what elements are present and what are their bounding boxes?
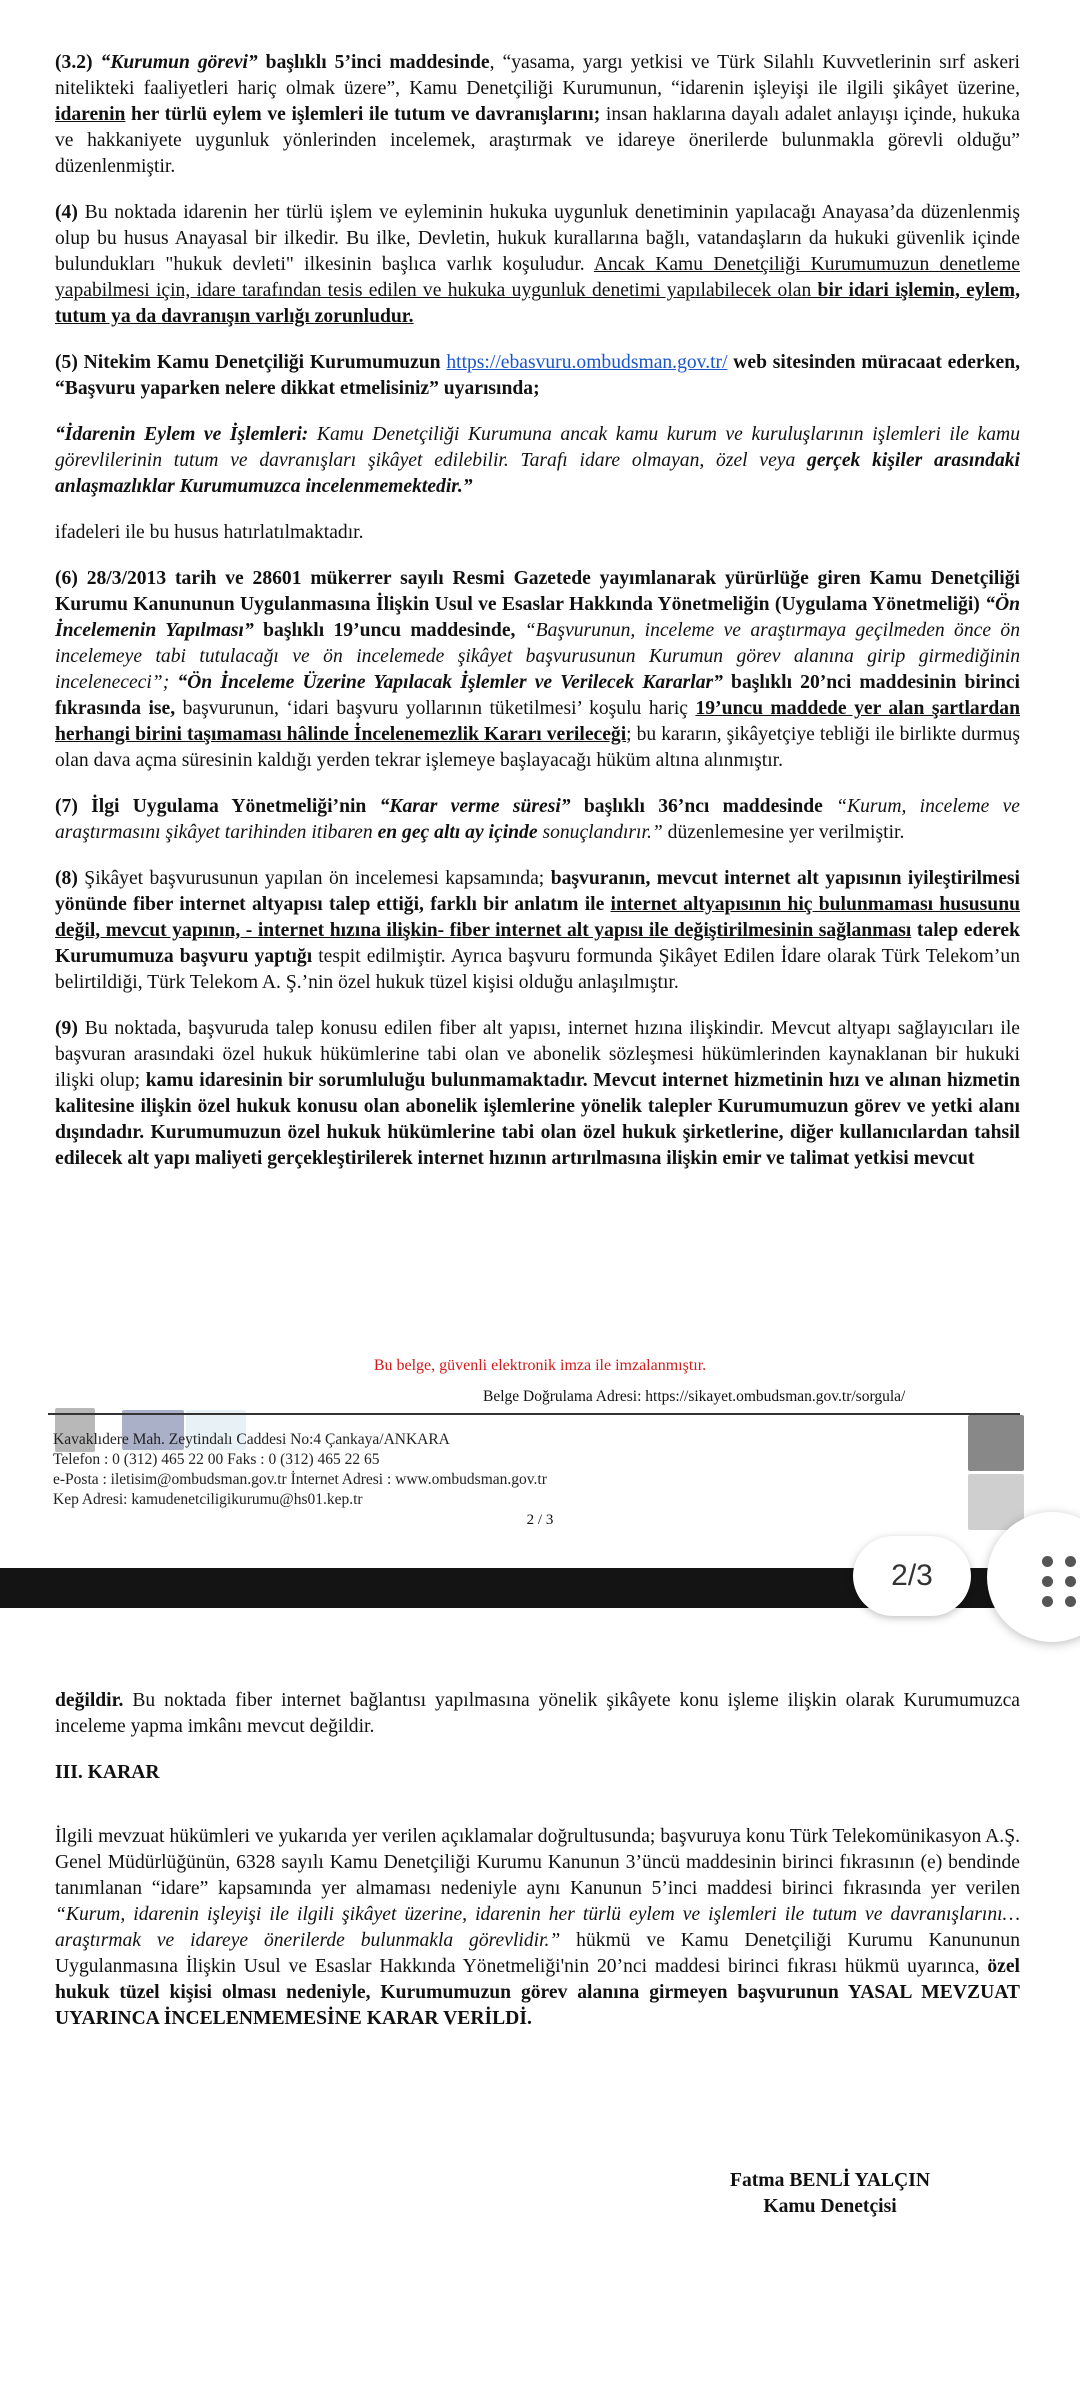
paragraph-6: (6) 28/3/2013 tarih ve 28601 mükerrer sayılı Resmi Gazetede yayımlanarak yürürlüğe giren Kamu Denetçiliği Kurumu Kanununun Uygulanmasına İlişkin Usul ve Esaslar Hakkında Yönetmeliğin (Uygulama Yönetmeliği) “Ön İncelemenin Yapılması” başlıklı 19’uncu maddesinde, “Başvurunun, inceleme ve araştırmaya geçilmeden önce ön incelemeye tabi tutulacağı ve ön incelemede şikâyet başvurusunun Kurumun görev alanına girip girmediğinin incelenececi”; “Ön İnceleme Üzerine Yapılacak İşlemler ve Verilecek Kararlar” başlıklı 20’nci maddesinin birinci fıkrasında ise, başvurunun, ‘idari başvuru yollarının tüketilmesi’ koşulu hariç 19’uncu maddede yer alan şartlardan herhangi birini taşımaması hâlinde İncelenemezlik Kararı verileceği; bu kararın, şikâyetçiye tebliği ile birlikte durmuş olan dava açma süresinin kaldığı yerden tekrar işlemeye başlayacağı hüküm altına alınmıştır. [55,568,1020,771]
document-page-number: 2 / 3 [526,1512,554,1528]
paragraph-9: (9) Bu noktada, başvuruda talep konusu edilen fiber alt yapısı, internet hızına ilişkindir. Mevcut altyapı sağlayıcıları ile başvuran arasındaki özel hukuk hükümlerine tabi olan ve abonelik sözleşmesi hükümlerinden kaynaklanan bir hukuki ilişki olup; kamu idaresinin bir sorumluluğu bulunmamaktadır. Mevcut internet hizmetinin hızı ve alınan hizmetin kalitesine ilişkin özel hukuk konusu olan abonelik işlemlerine yönelik talepler Kurumumuzun görev ve yetki alanı dışındadır. Kurumumuzun özel hukuk hükümlerine tabi olan özel hukuk şirketlerine, diğer kullanıcılardan tahsil edilecek alt yapı maliyeti gerçekleştirilerek internet hızının artırılmasına ilişkin emir ve talimat yetkisi mevcut [55,1018,1020,1169]
signature-block [710,2168,950,2220]
footer-email: e-Posta : iletisim@ombudsman.gov.tr İnternet Adresi : www.ombudsman.gov.tr [53,1471,547,1488]
footer-address: Kavaklıdere Mah. Zeytindalı Caddesi No:4 Çankaya/ANKARA [53,1431,450,1448]
quote-block: “İdarenin Eylem ve İşlemleri: Kamu Denetçiliği Kurumuna ancak kamu kurum ve kuruluşlarının işlemleri ile kamu görevlilerinin tutum ve davranışları şikâyet edilebilir. Tarafı idare olmayan, özel veya gerçek kişiler arasındaki anlaşmazlıklar Kurumumuzca incelenmemektedir.” [55,424,1020,497]
paragraph-8: (8) Şikâyet başvurusunun yapılan ön incelemesi kapsamında; başvuranın, mevcut internet alt yapısının iyileştirilmesi yönünde fiber internet altyapısı talep ettiği, farklı bir anlatım ile internet altyapısının hiç bulunmaması hususunu değil, mevcut yapının, - internet hızına ilişkin- fiber internet alt yapısı ile değiştirilmesinin sağlanması talep ederek Kurumumuza başvuru yaptığı tespit edilmiştir. Ayrıca başvuru formunda Şikâyet Edilen İdare olarak Türk Telekom’un belirtildiği, Türk Telekom A. Ş.’nin özel hukuk tüzel kişisi olduğu anlaşılmıştır. [55,868,1021,993]
footer-contact [53,1430,547,1510]
page-indicator[interactable]: 2/3 [853,1536,971,1616]
paragraph-4: (4) Bu noktada idarenin her türlü işlem ve eyleminin hukuka uygunluk denetiminin yapılacağı Anayasa’da düzenlenmiş olup bu husus Anayasal bir ilkedir. Bu ilke, Devletin, hukuk kurallarına bağlı, vatandaşların da hukuki güvenlik içinde bulundukları "hukuk devleti" ilkesinin başlıca varlık koşuludur. Ancak Kamu Denetçiliği Kurumumuzun denetleme yapabilmesi için, idare tarafından tesis edilen ve hukuka uygunluk denetimi yapılabilecek olan bir idari işlemin, eylem, tutum ya da davranışın varlığı zorunludur. [55,202,1021,327]
dot [1042,1576,1053,1587]
paragraph-5: (5) Nitekim Kamu Denetçiliği Kurumumuzun https://ebasvuru.ombudsman.gov.tr/ web sitesinden müracaat ederken, “Başvuru yaparken nelere dikkat etmelisiniz” uyarısında; [55,352,1020,399]
barcode-blur-1 [968,1415,1024,1471]
grid-dots-icon[interactable] [1042,1556,1079,1607]
ebasvuru-link[interactable]: https://ebasvuru.ombudsman.gov.tr/ [446,352,728,373]
verification-address: Belge Doğrulama Adresi: https://sikayet.ombudsman.gov.tr/sorgula/ [483,1388,906,1405]
karar-paragraph: İlgili mevzuat hükümleri ve yukarıda yer verilen açıklamalar doğrultusunda; başvuruya konu Türk Telekomünikasyon A.Ş. Genel Müdürlüğünün, 6328 sayılı Kamu Denetçiliği Kurumu Kanunun 3’üncü maddesinin birinci fıkrasının (e) bendinde tanımlanan “idare” kapsamında yer almaması nedeniyle aynı Kanunun 5’inci maddesi birinci fıkrasında yer verilen “Kurum, idarenin işleyişi ile ilgili şikâyet üzerine, idarenin her türlü eylem ve işlemleri ile tutum ve davranışlarını… araştırmak ve idareye önerilerde bulunmakla görevlidir.” hükmü ve Kamu Denetçiliği Kurumu Kanununun Uygulanmasına İlişkin Usul ve Esaslar Hakkında Yönetmeliği'nin 20’nci maddesi birinci fıkrası hükmü uyarınca, özel hukuk tüzel kişisi olması nedeniyle, Kurumumuzun görev alanına girmeyen başvurunun YASAL MEVZUAT UYARINCA İNCELENMEMESİNE KARAR VERİLDİ. [55,1826,1020,2029]
dot [1065,1596,1076,1607]
signer-name: Fatma BENLİ YALÇIN [730,2170,930,2191]
e-signature-notice: Bu belge, güvenli elektronik imza ile imzalanmıştır. [373,1357,707,1374]
reminder-text: ifadeleri ile bu husus hatırlatılmaktadır. [55,522,364,543]
paragraph-7: (7) İlgi Uygulama Yönetmeliği’nin “Karar verme süresi” başlıklı 36’ncı maddesinde “Kurum, inceleme ve araştırmasını şikâyet tarihinden itibaren en geç altı ay içinde sonuçlandırır.” düzenlemesine yer verilmiştir. [55,796,1020,843]
document-page-3 [55,1688,1020,2052]
footer-kep: Kep Adresi: kamudenetciligikurumu@hs01.kep.tr [53,1491,363,1508]
continuation-paragraph: değildir. Bu noktada fiber internet bağlantısı yapılmasına yönelik şikâyete konu işleme ilişkin olarak Kurumumuzca inceleme yapma imkânı mevcut değildir. [55,1690,1020,1737]
dot [1042,1556,1053,1567]
dot [1042,1596,1053,1607]
dot [1065,1576,1076,1587]
signer-title: Kamu Denetçisi [763,2196,897,2217]
dot [1065,1556,1076,1567]
footer-rule [48,1413,1020,1415]
section-heading-karar: III. KARAR [55,1762,160,1783]
page-content [55,50,1020,1192]
footer-phone: Telefon : 0 (312) 465 22 00 Faks : 0 (312) 465 22 65 [53,1451,380,1468]
paragraph-3-2: (3.2) “Kurumun görevi” başlıklı 5’inci maddesinde, “yasama, yargı yetkisi ve Türk Silahlı Kuvvetlerinin sırf askeri nitelikteki faaliyetleri hariç olmak üzere”, Kamu Denetçiliği Kurumunun, “idarenin işleyişi ile ilgili şikâyet üzerine, idarenin her türlü eylem ve işlemleri ile tutum ve davranışlarını; insan haklarına dayalı adalet anlayışı içinde, hukuka ve hakkaniyete uygunluk yönlerinden incelemek, araştırmak ve idareye önerilerde bulunmakla görevli olduğu” düzenlenmiştir. [55,52,1020,177]
